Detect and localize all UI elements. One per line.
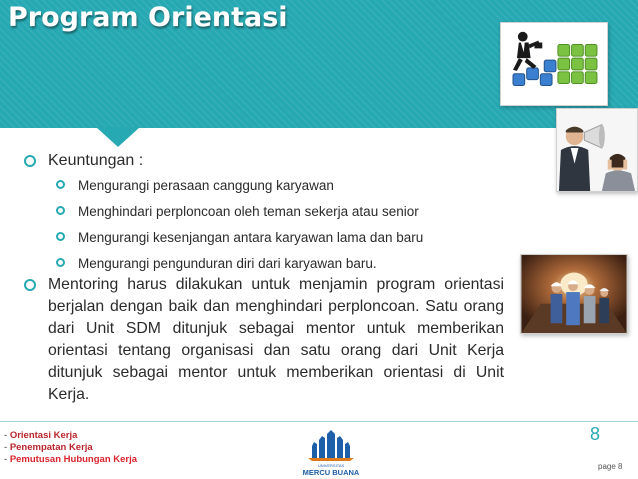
bullet-ring-icon [56,206,65,215]
sub-bullet-1 [56,177,504,195]
bullet-ring-icon [24,279,36,291]
sub-bullet-3 [56,229,504,247]
tunnel-workers-photo [520,254,628,334]
sub-bullet-text: Menghindari perploncoan oleh teman sekerja atau senior [78,204,419,219]
bullet-ring-icon [56,232,65,241]
business-steps-illustration [500,22,608,106]
page-label: page 8 [598,462,623,471]
footer-divider [0,421,638,422]
slide-title: Program Orientasi [8,2,288,33]
megaphone-photo [556,108,638,192]
bullet-mentoring [24,274,504,406]
header-notch [96,127,140,147]
footer-topic-list [4,430,137,466]
sub-bullet-text: Mengurangi perasaan canggung karyawan [78,178,334,193]
sub-bullet-text: Mengurangi pengunduran diri dari karyawan baru. [78,256,377,271]
footer-item-pemutusan: - Pemutusan Hubungan Kerja [4,454,138,465]
svg-text:MERCU BUANA: MERCU BUANA [302,468,360,477]
bullet-mentoring-text: Mentoring harus dilakukan untuk menjamin program orientasi berjalan dengan baik dan menghindari perploncoan. Satu orang dari Unit SDM ditunjuk sebagai mentor untuk memberikan orientasi tentang organisasi dan satu orang dari Unit Kerja ditunjuk sebagai mentor untuk memberikan orientasi di Unit Kerja. [48,276,504,403]
sub-bullet-4 [56,255,504,273]
bullet-keuntungan-label: Keuntungan : [48,152,144,169]
sub-bullet-text: Mengurangi kesenjangan antara karyawan lama dan baru [78,230,424,245]
bullet-ring-icon [56,258,65,267]
bullet-keuntungan [24,150,504,172]
bullet-ring-icon [24,155,36,167]
page-number: 8 [590,424,601,444]
bullet-ring-icon [56,180,65,189]
mercu-buana-logo [294,428,368,478]
svg-text:UNIVERSITAS: UNIVERSITAS [317,463,345,468]
footer-item-penempatan: - Penempatan Kerja [4,442,93,453]
footer-item-orientasi: - Orientasi Kerja [4,430,78,441]
sub-bullet-2 [56,203,504,221]
